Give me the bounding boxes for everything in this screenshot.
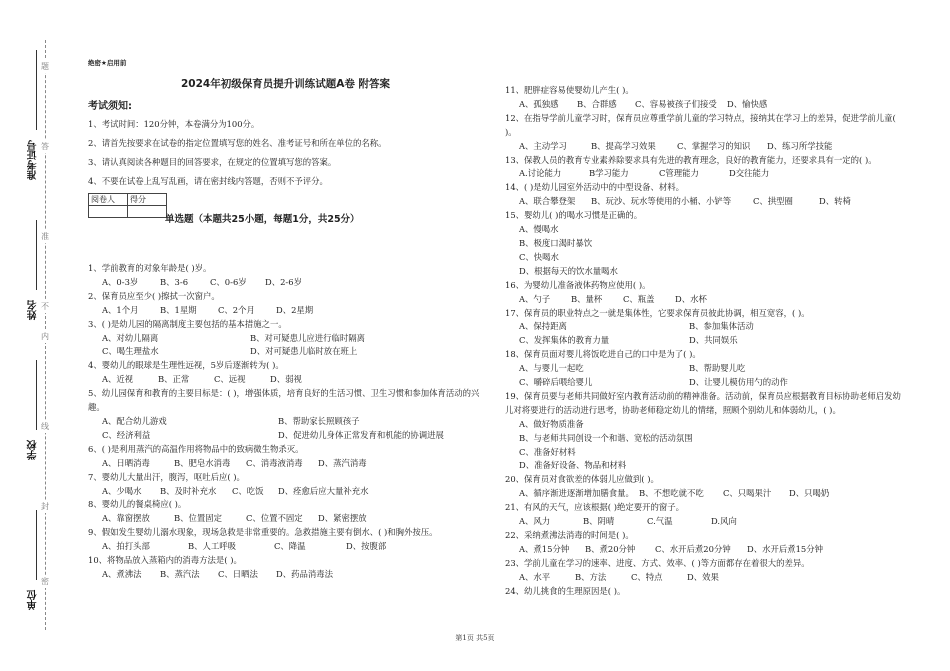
unit-label: 单位 [28,590,39,610]
answer-option[interactable]: A、循序渐进逐渐增加膳食量。 [519,488,634,499]
question-text: 18、保育员面对婴儿将饭吃进自己的口中是为了( )。 [505,349,701,360]
answer-option[interactable]: B、对可疑患儿应进行临时隔离 [250,332,366,343]
answer-option[interactable]: C、瓶盖 [623,293,655,304]
question-item [505,154,905,182]
question-text: 1、学前教育的对象年龄是( )岁。 [88,263,212,273]
question-item [88,526,483,554]
unit-field-line[interactable] [36,510,37,580]
answer-option[interactable]: C、特点 [631,571,663,582]
notice-item: 2、请首先按要求在试卷的指定位置填写您的姓名、准考证号和所在单位的名称。 [88,138,387,148]
answer-option[interactable]: D、效果 [687,571,719,582]
exam-number-label: 准考证号 [28,140,39,180]
answer-option[interactable]: D、愉快感 [727,98,768,109]
question-item [88,359,483,387]
answer-option[interactable]: B、3-6 [160,276,189,287]
answer-option[interactable]: D、对可疑患儿临时放在班上 [250,346,358,357]
question-text: 17、保育员的职业特点之一就是集体性，它要求保育员彼此协调，相互宽容，( )。 [505,307,810,318]
question-text: 5、幼儿园保育和教育的主要目标是：( )，增强体质，培育良好的生活习惯、卫生习惯和参加体育活动的兴趣。 [88,388,480,413]
answer-option[interactable]: C、嚼碎后喂给婴儿 [519,377,593,388]
answer-option[interactable]: B、量杯 [571,293,603,304]
answer-option[interactable]: A.讨论能力 [519,168,562,179]
question-item [88,387,483,443]
binding-margin [0,0,72,671]
answer-option[interactable]: B、正常 [158,374,190,385]
seal-char: 密 [41,577,49,586]
question-text: 12、在指导学前儿童学习时，保育员应尊重学前儿童的学习特点，接纳其在学习上的差异，促进学前儿童( )。 [505,112,896,137]
answer-option[interactable]: A、勺子 [519,293,551,304]
question-item [505,557,905,585]
answer-option[interactable]: D、紧密摆放 [318,513,367,524]
question-text: 19、保育员要与老师共同做好室内教育活动前的精神准备。活动前，保育员应根据教育目标协助老师启发幼儿对将要进行的活动进行思考，协助老师稳定幼儿的情绪，照顾个别幼儿和体弱幼儿，( )。 [505,390,901,415]
notice-item: 4、不要在试卷上乱写乱画，请在密封线内答题，否则不予评分。 [88,176,328,186]
answer-option[interactable]: D、让婴儿模仿用勺的动作 [689,377,788,388]
answer-option[interactable]: B、合群感 [577,98,617,109]
answer-option[interactable]: B、肥皂水消毒 [174,457,231,468]
answer-option[interactable]: C管理能力 [659,168,699,179]
seal-char: 准 [41,232,49,241]
score-table [88,193,167,218]
answer-option[interactable]: D、促进幼儿身体正常发育和机能的协调进展 [278,429,444,440]
grader-header: 阅卷人 [89,194,128,206]
question-item [88,262,483,290]
answer-option[interactable]: A、煮沸法 [102,568,142,579]
question-item [505,390,905,473]
question-item [88,290,483,318]
question-text: 24、幼儿挑食的生理原因是( )。 [505,585,626,596]
answer-option[interactable]: B、帮助婴儿吃 [689,363,746,374]
question-item [505,307,905,349]
answer-option[interactable]: B、极度口渴时暴饮 [519,237,593,248]
answer-option[interactable]: A、对幼儿隔离 [102,332,159,343]
answer-option[interactable]: C、掌握学习的知识 [677,140,751,151]
answer-option[interactable]: A、煮15分钟 [519,543,570,554]
question-text: 23、学前儿童在学习的速率、进度、方式、效率、( )等方面都存在着很大的差异。 [505,557,810,568]
answer-option[interactable]: B、方法 [575,571,607,582]
answer-option[interactable]: D、水开后煮15分钟 [747,543,823,554]
section-heading: 单选题（本题共25小题，每题1分，共25分） [165,214,360,225]
notice-heading: 考试须知: [88,101,132,112]
answer-option[interactable]: A、水平 [519,571,551,582]
score-header: 得分 [128,194,167,206]
answer-option[interactable]: C、吃饭 [232,485,264,496]
answer-option[interactable]: A、1个月 [102,304,139,315]
answer-option[interactable]: B学习能力 [589,168,629,179]
answer-option[interactable]: D、练习所学技能 [767,140,833,151]
answer-option[interactable]: C、降温 [274,541,306,552]
answer-option[interactable]: D、转椅 [819,196,851,207]
question-text: 13、保教人员的教育专业素养除要求具有先进的教育理念，良好的教育能力，还要求具有一定的( )。 [505,154,877,165]
name-label: 姓名 [28,300,39,320]
answer-option[interactable]: D、按腹部 [346,541,387,552]
question-item [88,471,483,499]
page-title: 2024年初级保育员提升训练试题A卷 附答案 [180,78,390,90]
answer-option[interactable]: A、近视 [102,374,134,385]
answer-option[interactable]: B、1星期 [160,304,197,315]
answer-option[interactable]: A、联合攀登架 [519,196,576,207]
answer-option[interactable]: B、煮20分钟 [585,543,636,554]
seal-char: 题 [41,62,49,71]
answer-option[interactable]: B、玩沙、玩水等使用的小桶、小铲等 [591,196,732,207]
question-text: 22、采纳煮沸法消毒的时间是( )。 [505,530,634,540]
answer-option[interactable]: A、0-3岁 [102,276,139,287]
answer-option[interactable]: B、阴晴 [583,516,615,527]
page-footer: 第1页 共5页 [455,634,495,642]
question-text: 14、( )是幼儿园室外活动中的中型设备、材料。 [505,182,684,193]
answer-option[interactable]: C、喝生理盐水 [102,346,159,357]
answer-option[interactable]: B、及时补充水 [160,485,217,496]
question-item [505,181,905,209]
answer-option[interactable]: D、2-6岁 [265,276,302,287]
question-text: 3、( )是幼儿园的隔离制度主要包括的基本措施之一。 [88,318,287,329]
answer-option[interactable]: B、蒸汽法 [160,568,200,579]
answer-option[interactable]: B、帮助家长照顾孩子 [278,415,360,426]
answer-option[interactable]: A、保持距离 [519,321,567,332]
answer-option[interactable]: B、提高学习效果 [591,140,656,151]
secret-marker: 绝密★启用前 [88,59,127,67]
answer-option[interactable]: A、孤独感 [519,98,559,109]
notice-item: 3、请认真阅读各种题目的回答要求，在规定的位置填写您的答案。 [88,157,337,167]
question-item [88,554,483,582]
answer-option[interactable]: D、准备好设备、物品和材料 [519,460,627,471]
answer-option[interactable]: B、位置固定 [174,513,223,524]
score-cell[interactable] [128,206,167,218]
question-text: 15、婴幼儿( )的喝水习惯是正确的。 [505,210,643,221]
answer-option[interactable]: A、少喝水 [102,485,142,496]
questions-right-column [505,84,905,599]
question-text: 11、肥胖症容易使婴幼儿产生( )。 [505,85,634,95]
answer-option[interactable]: D、根据每天的饮水量喝水 [519,265,618,276]
answer-option[interactable]: C、经济利益 [102,429,151,440]
answer-option[interactable]: A、日晒消毒 [102,457,150,468]
answer-option[interactable]: A、做好物质准备 [519,418,584,429]
question-item [505,473,905,501]
questions-left-column [88,262,483,582]
answer-option[interactable]: C、位置不固定 [246,513,303,524]
answer-option[interactable]: D、弱视 [270,374,302,385]
notice-item: 1、考试时间：120分钟，本卷满分为100分。 [88,119,260,129]
answer-option[interactable]: C、日晒法 [218,568,258,579]
answer-option[interactable]: B、参加集体活动 [689,321,754,332]
answer-option[interactable]: C、远视 [214,374,246,385]
answer-option[interactable]: D、蒸汽消毒 [318,457,367,468]
question-text: 7、婴幼儿大量出汗，腹泻，呕吐后应( )。 [88,471,245,482]
seal-char: 内 [41,332,49,341]
question-item [88,443,483,471]
answer-option[interactable]: C、水开后煮20分钟 [655,543,731,554]
answer-option[interactable]: C、2个月 [218,304,255,315]
question-text: 4、婴幼儿的眼球是生理性远视，5岁后逐渐转为( )。 [88,360,284,371]
answer-option[interactable]: B、人工呼吸 [188,541,237,552]
answer-option[interactable]: D、水杯 [675,293,707,304]
answer-option[interactable]: C、准备好材料 [519,446,576,457]
answer-option[interactable]: C、快喝水 [519,251,559,262]
answer-option[interactable]: A、慢喝水 [519,224,559,235]
answer-option[interactable]: D、只喝奶 [789,488,830,499]
answer-option[interactable]: C.气温 [647,516,673,527]
question-item [88,498,483,526]
question-text: 16、为婴幼儿准备液体药物应使用( )。 [505,279,651,290]
answer-option[interactable]: B、与老师共同创设一个和谐、宽松的活动氛围 [519,432,693,443]
answer-option[interactable]: B、不想吃就不吃 [639,488,704,499]
answer-option[interactable]: A、配合幼儿游戏 [102,415,167,426]
answer-option[interactable]: D、共同娱乐 [689,335,738,346]
seal-char: 封 [41,502,49,511]
answer-option[interactable]: D、药品消毒法 [276,568,333,579]
answer-option[interactable]: D、2星期 [276,304,314,315]
answer-option[interactable]: A、主动学习 [519,140,567,151]
question-text: 21、有风的天气，应该根据( )绝定要开的窗子。 [505,502,684,513]
answer-option[interactable]: C、拱型圈 [753,196,793,207]
answer-option[interactable]: C、消毒液消毒 [246,457,303,468]
answer-option[interactable]: C、只喝果汁 [723,488,772,499]
question-item [505,209,905,279]
question-item [505,501,905,529]
seal-char: 答 [41,142,49,151]
name-field-line[interactable] [36,220,37,290]
seal-char: 线 [41,422,49,431]
seal-char: 不 [41,302,49,311]
answer-option[interactable]: A、与婴儿一起吃 [519,363,584,374]
answer-option[interactable]: D.风向 [711,516,737,527]
answer-option[interactable]: A、风力 [519,516,551,527]
question-item [88,318,483,360]
answer-option[interactable]: A、靠窗摆放 [102,513,150,524]
question-item [505,279,905,307]
answer-option[interactable]: A、拍打头部 [102,541,150,552]
answer-option[interactable]: C、容易被孩子们接受 [635,98,717,109]
question-item [505,84,905,112]
answer-option[interactable]: D、痊愈后应大量补充水 [278,485,369,496]
question-item [505,348,905,390]
school-field-line[interactable] [36,360,37,430]
question-text: 9、假如发生婴幼儿溺水现象，现场急救是非常重要的。急救措施主要有倒水、( )和胸外按压。 [88,527,438,538]
question-item [505,529,905,557]
question-text: 8、婴幼儿的餐桌椅应( )。 [88,499,187,510]
question-item [505,112,905,154]
question-item [505,585,905,599]
answer-option[interactable]: D交往能力 [729,168,770,179]
grader-cell[interactable] [89,206,128,218]
question-text: 6、( )是利用蒸汽的高温作用将物品中的致病微生物杀灭。 [88,443,304,454]
question-text: 2、保育员应至少( )擦拭一次窗户。 [88,290,220,301]
answer-option[interactable]: C、发挥集体的教育力量 [519,335,610,346]
exam-number-field-line[interactable] [36,50,37,130]
question-text: 20、保育员对食欲差的体弱儿应做到( )。 [505,474,659,485]
question-text: 10、将物品放入蒸箱内的消毒方法是( )。 [88,555,242,566]
answer-option[interactable]: C、0-6岁 [210,276,247,287]
school-label: 学校 [28,440,39,460]
